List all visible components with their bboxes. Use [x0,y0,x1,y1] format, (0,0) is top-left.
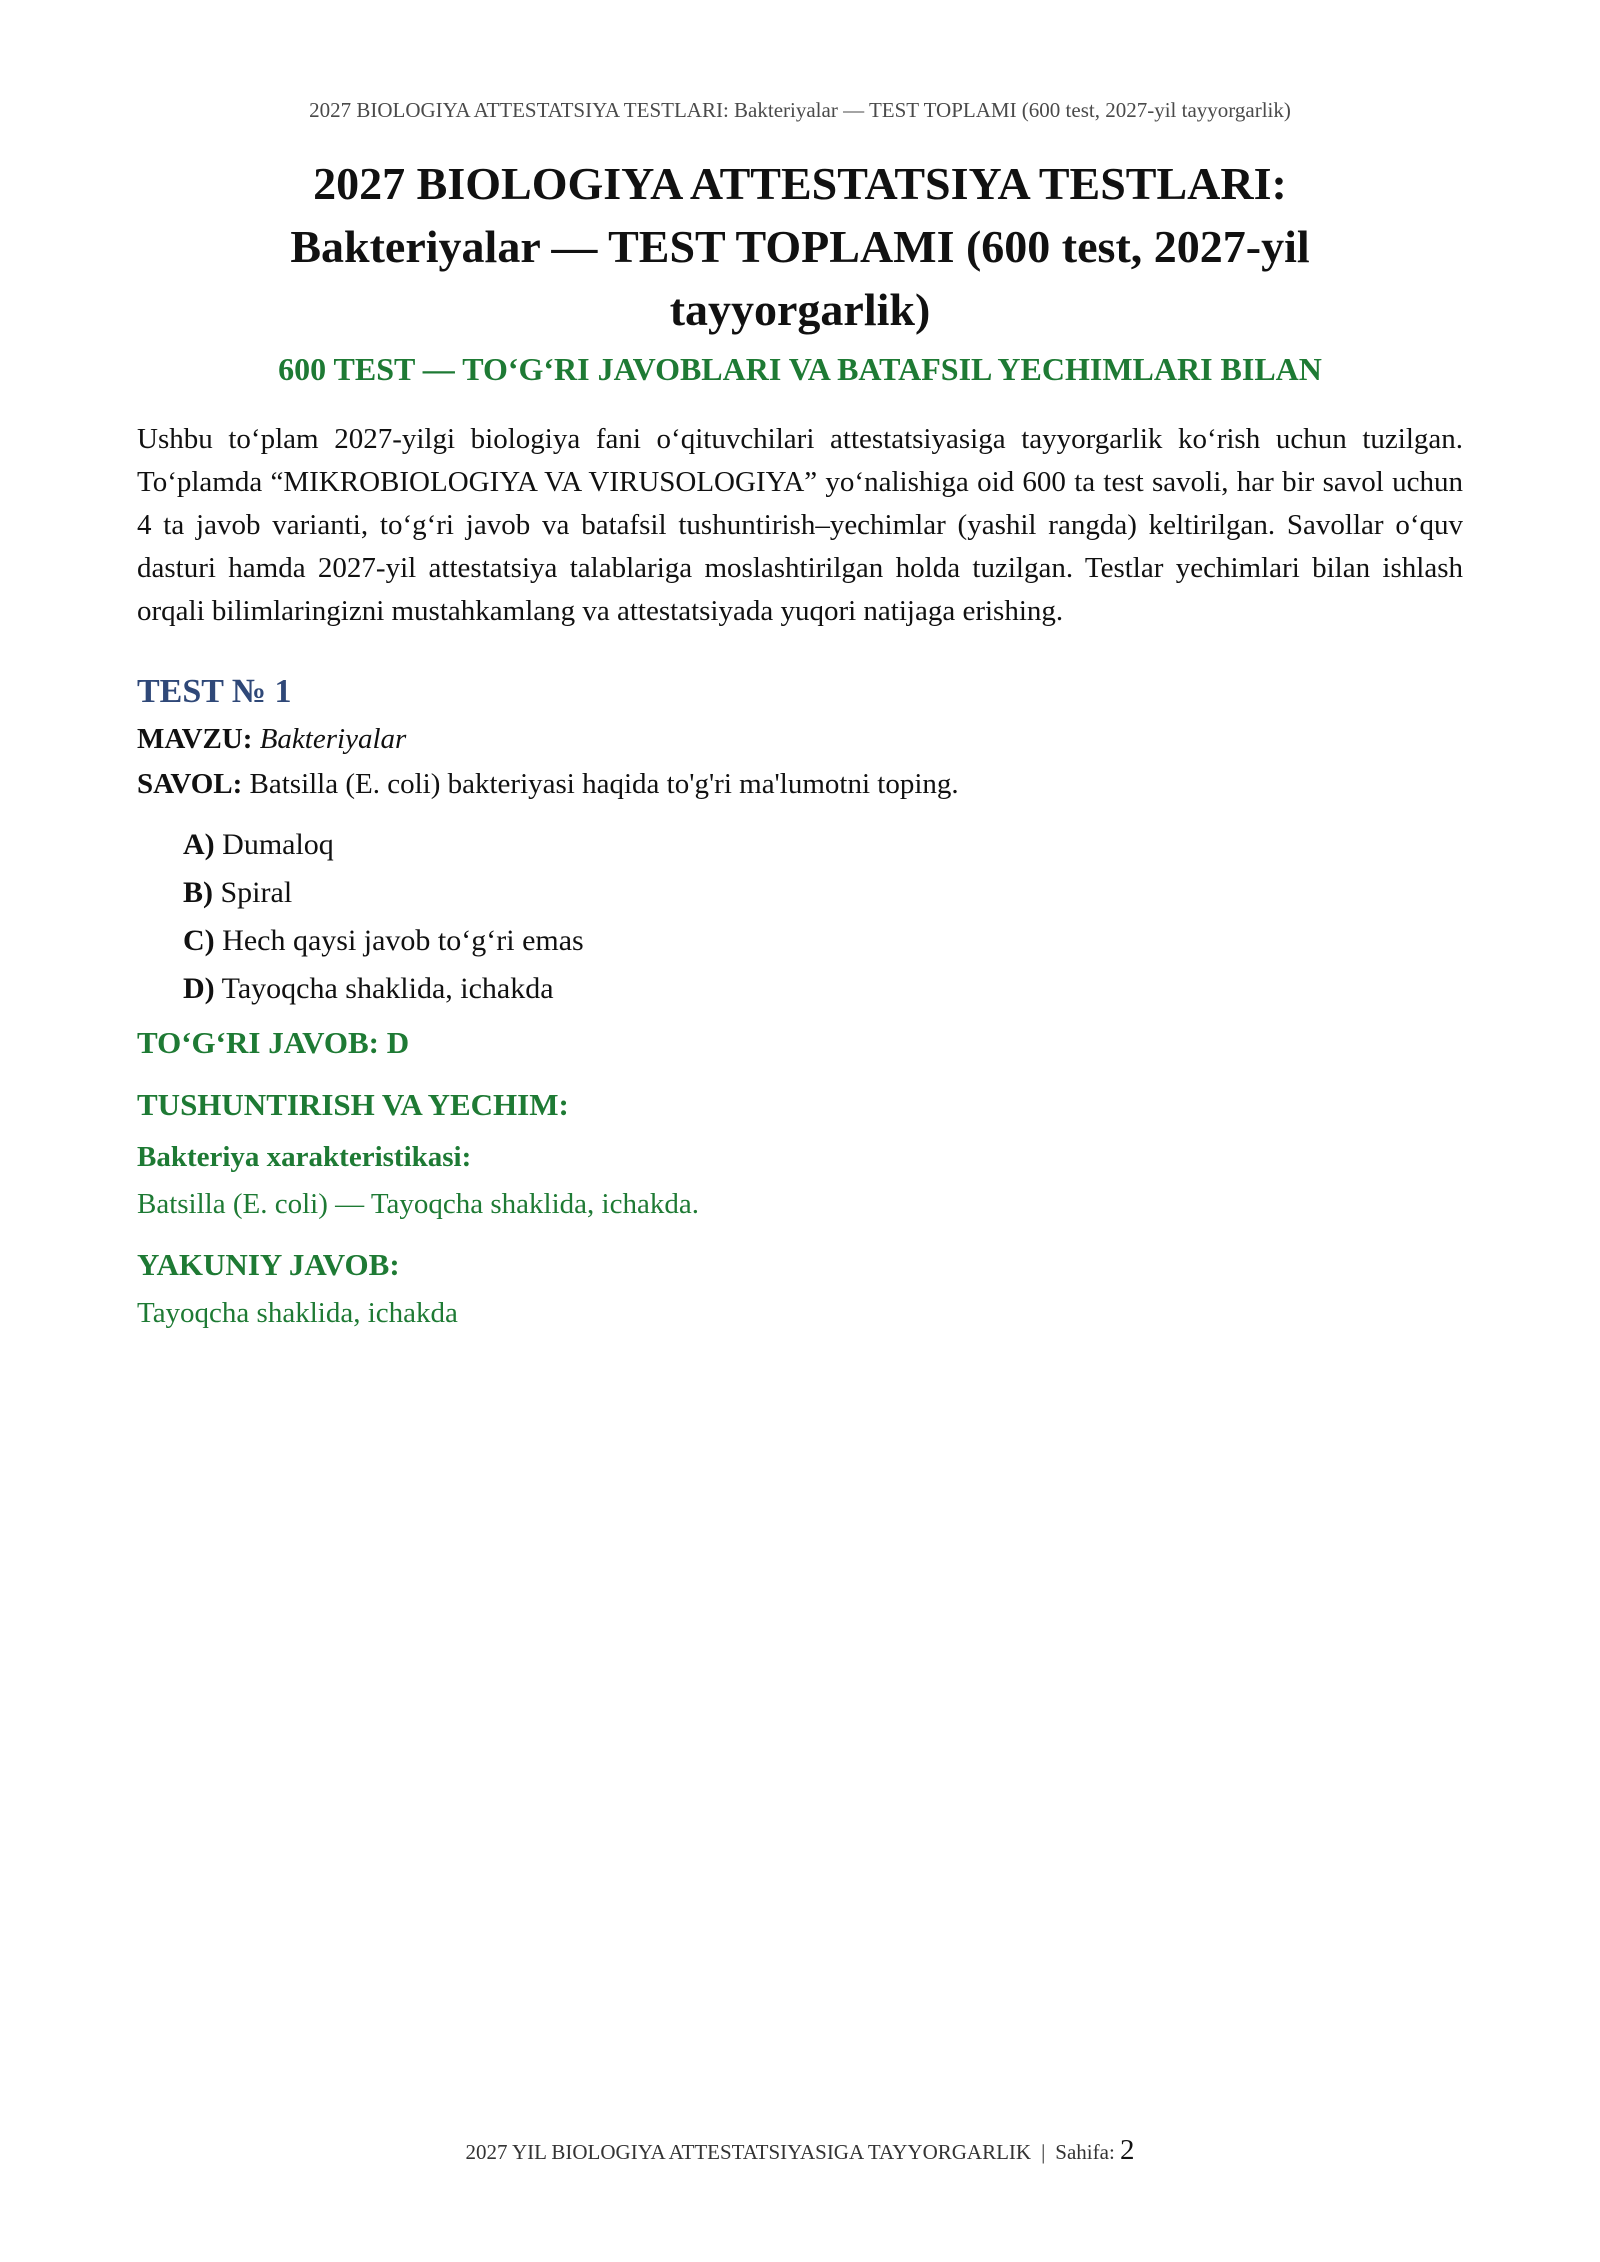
option-text: Tayoqcha shaklida, ichakda [221,972,554,1005]
footer-text: 2027 YIL BIOLOGIYA ATTESTATSIYASIGA TAYYORGARLIK [465,2140,1032,2164]
explanation-heading: TUSHUNTIRISH VA YECHIM: [137,1087,569,1122]
test-heading: TEST № 1 [137,673,292,710]
correct-answer: TO‘G‘RI JAVOB: D [137,1025,410,1060]
option-letter: A) [183,828,215,861]
option-letter: B) [183,876,213,909]
question-text: Batsilla (E. coli) bakteriyasi haqida to'g'ri ma'lumotni toping. [249,768,959,800]
final-answer-text: Tayoqcha shaklida, ichakda [137,1297,458,1329]
answer-options [183,821,1463,1013]
topic-value: Bakteriyalar [259,723,407,755]
document-subtitle: 600 TEST — TO‘G‘RI JAVOBLARI VA BATAFSIL YECHIMLARI BILAN [278,351,1322,387]
option-b [183,869,1463,917]
characteristic-text: Batsilla (E. coli) — Tayoqcha shaklida, ichakda. [137,1188,699,1220]
topic-label: MAVZU: [137,723,253,755]
option-d [183,965,1463,1013]
document-title [137,152,1463,341]
running-header: 2027 BIOLOGIYA ATTESTATSIYA TESTLARI: Bakteriyalar — TEST TOPLAMI (600 test, 2027-yil tayyorgarlik) [309,98,1291,122]
characteristic-heading: Bakteriya xarakteristikasi: [137,1141,472,1173]
topic-line [137,723,1463,756]
footer-separator: | [1041,2140,1046,2164]
option-c [183,917,1463,965]
title-line-3: tayyorgarlik) [669,284,931,335]
option-text: Hech qaysi javob to‘g‘ri emas [222,924,584,957]
final-answer-heading: YAKUNIY JAVOB: [137,1247,400,1282]
intro-paragraph: Ushbu to‘plam 2027-yilgi biologiya fani o‘qituvchilari attestatsiyasiga tayyorgarlik ko‘rish uchun tuzilgan. To‘plamda “MIKROBIOLOGIYA VA VIRUSOLOGIYA” yo‘nalishiga oid 600 ta test savoli, har bir savol uchun 4 ta javob varianti, to‘g‘ri javob va batafsil tushuntirish–yechimlar (yashil rangda) keltirilgan. Savollar o‘quv dasturi hamda 2027-yil attestatsiya talablariga moslashtirilgan holda tuzilgan. Testlar yechimlari bilan ishlash orqali bilimlaringizni mustahkamlang va attestatsiyada yuqori natijaga erishing. [137,423,1463,627]
option-text: Dumaloq [222,828,334,861]
page-label: Sahifa: [1055,2140,1115,2164]
option-text: Spiral [220,876,293,909]
page-content [137,152,1463,1330]
question-line [137,768,1463,801]
option-letter: C) [183,924,215,957]
title-line-2: Bakteriyalar — TEST TOPLAMI (600 test, 2027-yil [290,221,1310,272]
running-footer [0,2134,1600,2167]
question-label: SAVOL: [137,768,243,800]
title-line-1: 2027 BIOLOGIYA ATTESTATSIYA TESTLARI: [313,158,1287,209]
option-a [183,821,1463,869]
option-letter: D) [183,972,215,1005]
page-number: 2 [1120,2134,1135,2166]
